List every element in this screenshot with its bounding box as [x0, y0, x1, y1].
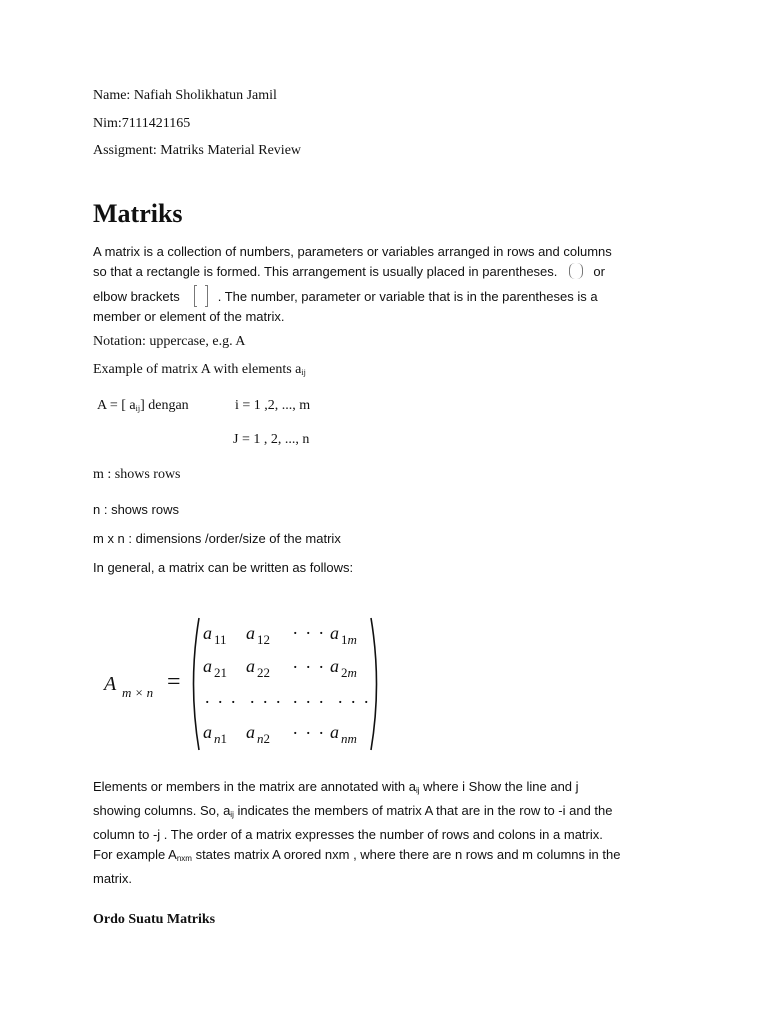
m-definition: m : shows rows: [93, 467, 181, 482]
intro-line-4: member or element of the matrix.: [93, 309, 285, 324]
row2-dots: . . .: [293, 652, 326, 672]
element-a12: a $_{12}$: [246, 623, 270, 647]
row3-dots-3: . . .: [293, 687, 326, 707]
brackets-icon: [194, 285, 208, 307]
element-an2: a $_{n2}$: [246, 722, 270, 746]
elements-line-1: Elements or members in the matrix are annotated with $a_{ij}$ where i Show the line and j: [93, 779, 579, 795]
element-a2m: a $_{2m}$: [330, 656, 357, 680]
matrix-dimension-subscript: m × n: [122, 685, 154, 700]
element-a21: a $_{21}$: [203, 656, 227, 680]
row3-dots-4: . . .: [338, 687, 371, 707]
row3-dots-2: . . .: [250, 687, 283, 707]
element-a1m: a $_{1m}$: [330, 623, 357, 647]
n-definition: n : shows rows: [93, 502, 179, 517]
i-range: i = 1 ,2, ..., m: [235, 398, 311, 413]
intro-line-3: elbow brackets . The number, parameter or variable that is in the parentheses is a: [93, 285, 683, 307]
page-title: Matriks: [93, 199, 183, 228]
element-a11: a $_{11}$: [203, 623, 227, 647]
row4-dots: . . .: [293, 718, 326, 738]
mxn-definition: m x n : dimensions /order/size of the matrix: [93, 531, 341, 546]
elements-line-3: column to -j . The order of a matrix expresses the number of rows and colons in a matrix.: [93, 827, 603, 842]
parentheses-icon: [569, 263, 583, 279]
general-form-intro: In general, a matrix can be written as follows:: [93, 560, 354, 575]
example-line: Example of matrix A with elements $a_{ij}$: [93, 362, 306, 377]
student-nim: Nim:7111421165: [93, 116, 191, 131]
element-an1: a $_{n1}$: [203, 722, 227, 746]
student-name: Name: Nafiah Sholikhatun Jamil: [93, 88, 277, 103]
assignment-title: Assigment: Matriks Material Review: [93, 143, 302, 158]
elements-paragraph: [93, 777, 683, 889]
section-heading: Ordo Suatu Matriks: [93, 912, 216, 927]
intro-line-2: so that a rectangle is formed. This arrangement is usually placed in parentheses. or: [93, 264, 605, 279]
intro-paragraph: [93, 242, 683, 327]
intro-line-1: A matrix is a collection of numbers, parameters or variables arranged in rows and columns: [93, 244, 612, 259]
element-anm: a $_{nm}$: [330, 722, 357, 746]
elements-line-4: For example $A_{nxm}$ states matrix A orored nxm , where there are n rows and m columns in the: [93, 847, 621, 863]
equals-sign: =: [167, 669, 181, 695]
elements-line-2: showing columns. So, $a_{ij}$ indicates the members of matrix A that are in the row to -i and the: [93, 803, 613, 819]
notation-line: Notation: uppercase, e.g. A: [93, 334, 246, 349]
right-paren: [371, 618, 377, 750]
left-paren: [194, 618, 200, 750]
j-range: J = 1 , 2, ..., n: [233, 432, 310, 447]
element-a22: a $_{22}$: [246, 656, 270, 680]
row3-dots-1: . . .: [205, 687, 238, 707]
matrix-definition: A = [ $a_{ij}$] dengan: [97, 398, 189, 413]
matrix-parentheses: [185, 616, 385, 752]
matrix-name: A: [104, 673, 117, 695]
elements-line-5: matrix.: [93, 871, 132, 886]
row1-dots: . . .: [293, 618, 326, 638]
